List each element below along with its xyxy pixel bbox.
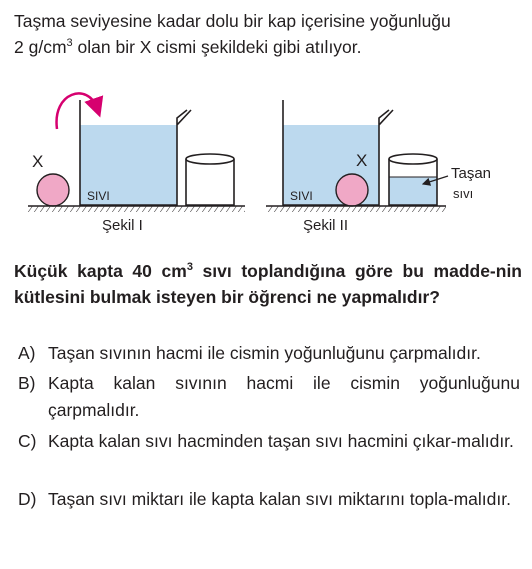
overflow-label-2: sıvı (453, 186, 474, 201)
figure-2 (266, 100, 491, 234)
intro-text (14, 8, 522, 60)
empty-cup-1-rim (186, 154, 234, 164)
density-value: 2 g/cm (14, 37, 67, 57)
liquid-label-1: SIVI (87, 189, 110, 203)
option-a-text: Taşan sıvının hacmi ile cismin yoğunluğunu çarpmalıdır. (48, 343, 481, 363)
ground-1 (28, 206, 245, 212)
figure-1 (28, 93, 245, 234)
option-b-letter: B) (18, 373, 36, 393)
drop-arrow (57, 93, 97, 129)
x-label-2: X (356, 151, 368, 170)
option-a-letter: A) (18, 343, 36, 363)
x-object-1 (37, 174, 69, 206)
question-text (14, 258, 522, 310)
x-object-2 (336, 174, 368, 206)
overflow-label-1: Taşan (451, 165, 492, 182)
option-c-text: Kapta kalan sıvı hacminden taşan sıvı hacmini çıkar-malıdır. (48, 431, 514, 451)
volume-exponent: 3 (186, 261, 193, 274)
option-c-letter: C) (18, 431, 37, 451)
ground-2 (266, 206, 446, 212)
intro-line-2-rest: olan bir X cismi şekildeki gibi atılıyor. (72, 37, 362, 57)
intro-line-1: Taşma seviyesine kadar dolu bir kap içerisine yoğunluğu (14, 11, 451, 31)
x-label-1: X (32, 152, 44, 171)
experiment-figure (0, 72, 532, 248)
question-part-2: sıvı toplandığına göre bu madde-nin kütlesini bulmak isteyen bir öğrenci ne yapmalıdır? (14, 261, 522, 307)
empty-cup-1 (186, 159, 234, 205)
option-b-text: Kapta kalan sıvının hacmi ile cismin yoğunluğunu çarpmalıdır. (48, 373, 520, 420)
question-part-1: Küçük kapta 40 cm (14, 261, 187, 281)
option-d-letter: D) (18, 489, 37, 509)
caption-2: Şekil II (303, 217, 349, 234)
liquid-label-2: SIVI (290, 189, 313, 203)
caption-1: Şekil I (102, 217, 143, 234)
density-exponent: 3 (66, 37, 73, 50)
cup-2-rim (389, 154, 437, 164)
option-d-text: Taşan sıvı miktarı ile kapta kalan sıvı miktarını topla-malıdır. (48, 489, 511, 509)
intro-line-2 (14, 34, 522, 60)
